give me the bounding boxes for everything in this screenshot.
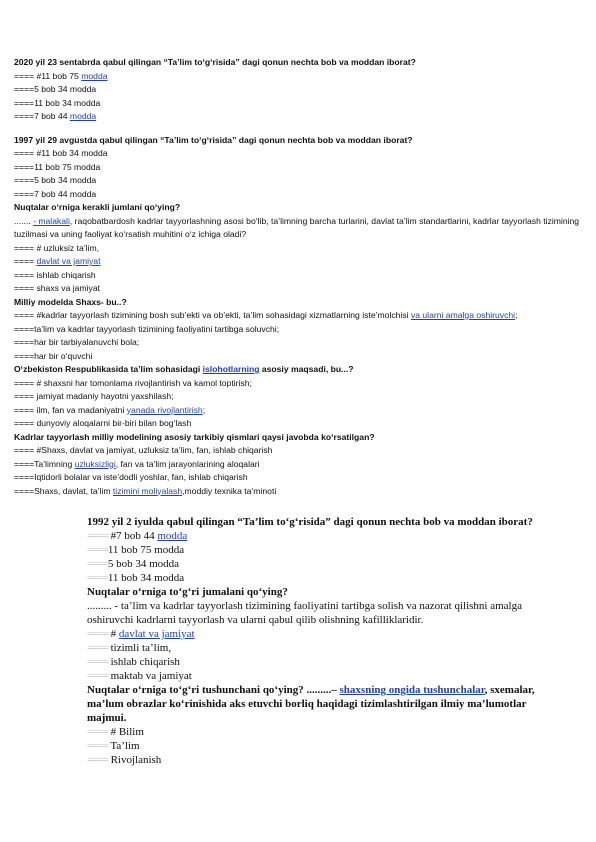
link-moliyalash[interactable]: tizimini moliyalash <box>112 485 183 496</box>
answer-marker: ==== <box>87 670 108 682</box>
question-6: Kadrlar tayyorlash milliy modelining asosiy tarkibiy qismlari qaysi javobda ko‘rsatilgan? <box>14 431 375 442</box>
answer-8-1: ==== # davlat va jamiyat <box>87 628 195 640</box>
answer-9-3: ==== Rivojlanish <box>87 754 162 766</box>
question-4: Milliy modelda Shaxs- bu..? <box>14 296 127 307</box>
link-shaxsning-ongida[interactable]: shaxsning ongida tushunchalar <box>339 684 485 696</box>
answer-3-2: ==== davlat va jamiyat <box>14 256 101 266</box>
link-modda[interactable]: modda <box>69 111 97 121</box>
answer-marker: ==== <box>87 726 108 738</box>
answer-1-3: ====11 bob 34 modda <box>14 97 101 108</box>
question-8-text: ......... - ta’lim va kadrlar tayyorlash tizimining faoliyatini tartibga solish va nazorat qilishni amalga oshiruvchi kadrlarni tayyorlash va ularni qabul qilib olishning kafilliklaridir. <box>87 600 522 626</box>
answer-5-2: ==== jamiyat madaniy hayotni yaxshilash; <box>14 391 174 401</box>
answer-5-4: ==== dunyoviy aloqalarni bir-biri bilan bog‘lash <box>14 418 192 428</box>
answer-8-4: ==== maktab va jamiyat <box>87 670 192 682</box>
answer-3-1: ==== # uzluksiz ta’lim, <box>14 242 100 253</box>
answer-8-2: ==== tizimli ta’lim, <box>87 642 172 654</box>
answer-marker: ==== <box>87 642 108 654</box>
answer-4-2: ====ta’lim va kadrlar tayyorlash tizimining faoliyatini tartibga soluvchi; <box>14 323 280 334</box>
answer-marker: ==== <box>87 558 108 570</box>
answer-7-4: ====11 bob 34 modda <box>87 572 185 584</box>
answer-2-3: ====5 bob 34 modda <box>14 175 97 185</box>
answer-marker: ==== <box>87 572 108 584</box>
answer-marker: ==== <box>87 544 108 556</box>
answer-8-3: ==== ishlab chiqarish <box>87 656 180 668</box>
link-islohotlarning[interactable]: islohotlarning <box>202 364 260 374</box>
answer-5-3: ==== ilm, fan va madaniyatni yanada rivojlantirish; <box>14 404 206 415</box>
lower-test-block <box>87 515 565 767</box>
question-3: Nuqtalar o‘rniga kerakli jumlani qo‘ying? <box>14 202 181 212</box>
question-1: 2020 yil 23 sentabrda qabul qilingan “Ta’lim to‘g‘risida” dagi qonun nechta bob va moddan iborat? <box>14 57 416 67</box>
link-uzluksizligi[interactable]: uzluksizligi <box>74 458 116 469</box>
answer-7-2: ====11 bob 75 modda <box>87 544 185 556</box>
answer-3-4: ==== shaxs va jamiyat <box>14 283 100 293</box>
answer-marker: ==== <box>87 740 108 752</box>
question-3-text: ....... - malakali, raqobatbardosh kadrlar tayyorlashning asosi bo‘lib, ta’limning barcha turlarini, davlat ta’lim standartlarini, kadrlar tayyorlash tizimining tuzilmasi va uning faoliyat ko‘rsatish muhitini o‘z ichiga oladi? <box>14 215 580 239</box>
link-davlat-va-jamiyat[interactable]: davlat va jamiyat <box>36 256 101 266</box>
link-amalga-oshiruvchi[interactable]: va ularni amalga oshiruvchi <box>410 310 516 320</box>
answer-2-1: ==== #11 bob 34 modda <box>14 148 108 158</box>
question-9: Nuqtalar o‘rniga to‘g‘ri tushunchani qo‘ying? .........– shaxsning ongida tushunchalar, sxemalar, ma’lum obrazlar ko‘rinishida aks etuvchi borliq haqidagi tizimlashtirilgan ilmiy ma’lumotlar majmui. <box>87 684 535 724</box>
link-davlat-va-jamiyat[interactable]: davlat va jamiyat <box>118 628 195 640</box>
answer-1-2: ====5 bob 34 modda <box>14 84 97 94</box>
answer-4-4: ====har bir o‘quvchi <box>14 350 93 361</box>
answer-6-2: ====Ta’limning uzluksizligi, fan va ta’lim jarayonlarining aloqalari <box>14 458 260 469</box>
question-5: O‘zbekiston Respublikasida ta’lim sohasidagi islohotlarning asosiy maqsadi, bu...? <box>14 364 354 374</box>
question-2: 1997 yil 29 avgustda qabul qilingan “Ta’lim to‘g‘risida” dagi qonun nechta bob va moddan iborat? <box>14 134 413 145</box>
answer-6-4: ====Shaxs, davlat, ta’lim tizimini moliyalash,moddiy texnika ta’minoti <box>14 485 277 496</box>
link-modda[interactable]: modda <box>157 530 188 542</box>
answer-marker: ==== <box>87 656 108 668</box>
answer-marker: ==== <box>87 628 108 640</box>
link-rivojlantirish[interactable]: yanada rivojlantirish <box>126 404 203 415</box>
answer-7-1: ==== #7 bob 44 modda <box>87 530 188 542</box>
answer-6-3: ====Iqtidorli bolalar va iste’dodli yoshlar, fan, ishlab chiqarish <box>14 472 248 482</box>
answer-2-4: ====7 bob 44 modda <box>14 188 97 199</box>
answer-3-3: ==== ishlab chiqarish <box>14 269 96 280</box>
answer-marker: ==== <box>87 530 108 542</box>
answer-1-1: ==== #11 bob 75 modda <box>14 70 108 81</box>
answer-9-1: ==== # Bilim <box>87 726 144 738</box>
answer-1-4: ====7 bob 44 modda <box>14 111 97 121</box>
answer-marker: ==== <box>87 754 108 766</box>
answer-5-1: ==== # shaxsni har tomonlama rivojlantirish va kamol toptirish; <box>14 377 252 388</box>
upper-test-block <box>14 56 586 498</box>
answer-9-2: ==== Ta’lim <box>87 740 140 752</box>
answer-7-3: ====5 bob 34 modda <box>87 558 180 570</box>
question-8: Nuqtalar o‘rniga to‘g‘ri jumalani qo‘ying? <box>87 586 288 598</box>
link-modda[interactable]: modda <box>81 70 108 81</box>
answer-2-2: ====11 bob 75 modda <box>14 161 101 172</box>
answer-4-3: ====har bir tarbiyalanuvchi bola; <box>14 337 140 347</box>
link-malakali[interactable]: - malakali <box>33 215 70 226</box>
answer-6-1: ==== #Shaxs, davlat va jamiyat, uzluksiz ta’lim, fan, ishlab chiqarish <box>14 445 273 455</box>
question-7: 1992 yil 2 iyulda qabul qilingan “Ta’lim to‘g‘risida” dagi qonun nechta bob va moddan iborat? <box>87 516 533 528</box>
answer-4-1: ==== #kadrlar tayyorlash tizimining bosh sub’ekti va ob’ekti, ta’lim sohasidagi xizmatlarning iste’molchisi va ularni amalga oshiruvchi; <box>14 310 518 320</box>
